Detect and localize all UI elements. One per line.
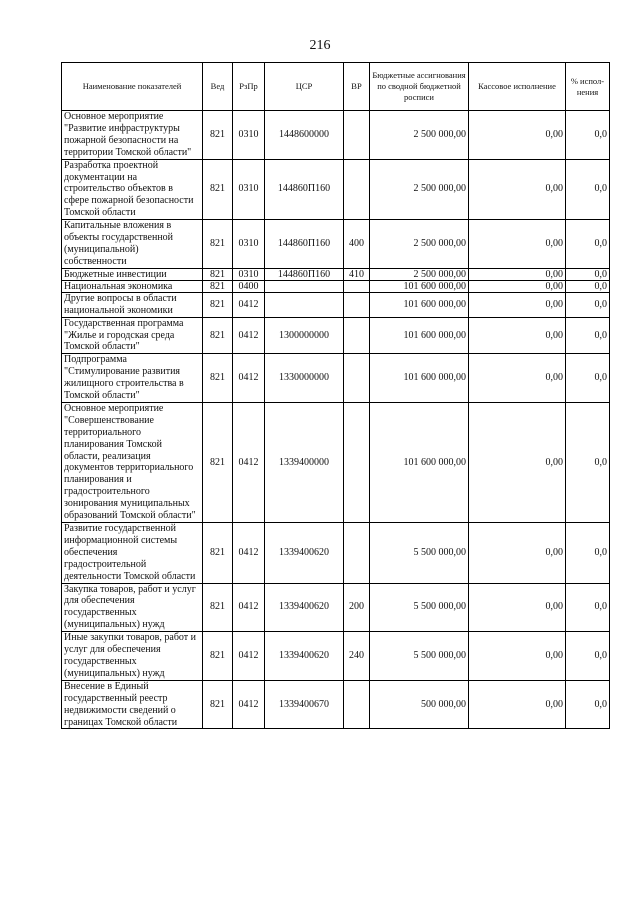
- row-cash-execution: 0,00: [469, 292, 566, 317]
- row-name: Государственная программа "Жилье и городская среда Томской области": [62, 317, 203, 354]
- row-assignments: 101 600 000,00: [370, 280, 469, 292]
- row-name: Бюджетные инвестиции: [62, 268, 203, 280]
- row-rzpr: 0412: [233, 402, 265, 522]
- row-vr: [344, 292, 370, 317]
- row-assignments: 5 500 000,00: [370, 632, 469, 681]
- row-cash-execution: 0,00: [469, 159, 566, 220]
- row-rzpr: 0412: [233, 317, 265, 354]
- row-ved: 821: [203, 523, 233, 584]
- row-cash-execution: 0,00: [469, 632, 566, 681]
- table-row: [62, 583, 610, 632]
- row-name: Другие вопросы в области национальной экономики: [62, 292, 203, 317]
- row-cash-execution: 0,00: [469, 268, 566, 280]
- table-row: [62, 402, 610, 522]
- row-name: Развитие государственной информационной системы обеспечения градостроительной деятельности Томской области: [62, 523, 203, 584]
- row-ved: 821: [203, 632, 233, 681]
- table-row: [62, 680, 610, 729]
- row-assignments: 5 500 000,00: [370, 583, 469, 632]
- row-execution-percent: 0,0: [566, 111, 610, 160]
- row-vr: 200: [344, 583, 370, 632]
- row-cash-execution: 0,00: [469, 680, 566, 729]
- row-csr: 144860П160: [265, 268, 344, 280]
- row-vr: 400: [344, 220, 370, 269]
- row-cash-execution: 0,00: [469, 402, 566, 522]
- row-ved: 821: [203, 317, 233, 354]
- row-execution-percent: 0,0: [566, 680, 610, 729]
- table-row: [62, 292, 610, 317]
- header-name: Наименование показателей: [62, 63, 203, 111]
- row-ved: 821: [203, 292, 233, 317]
- row-execution-percent: 0,0: [566, 292, 610, 317]
- header-cash-execution: Кассовое исполнение: [469, 63, 566, 111]
- row-assignments: 2 500 000,00: [370, 111, 469, 160]
- table-row: [62, 220, 610, 269]
- row-csr: 1339400620: [265, 632, 344, 681]
- row-execution-percent: 0,0: [566, 220, 610, 269]
- row-ved: 821: [203, 402, 233, 522]
- row-rzpr: 0412: [233, 632, 265, 681]
- row-execution-percent: 0,0: [566, 523, 610, 584]
- row-assignments: 101 600 000,00: [370, 354, 469, 403]
- row-assignments: 500 000,00: [370, 680, 469, 729]
- row-cash-execution: 0,00: [469, 111, 566, 160]
- row-assignments: 2 500 000,00: [370, 268, 469, 280]
- row-ved: 821: [203, 268, 233, 280]
- row-ved: 821: [203, 111, 233, 160]
- header-vr: ВР: [344, 63, 370, 111]
- row-vr: [344, 111, 370, 160]
- row-cash-execution: 0,00: [469, 280, 566, 292]
- table-row: [62, 632, 610, 681]
- row-assignments: 2 500 000,00: [370, 220, 469, 269]
- row-rzpr: 0412: [233, 680, 265, 729]
- row-assignments: 101 600 000,00: [370, 402, 469, 522]
- table-row: [62, 523, 610, 584]
- header-execution-percent: % испол-нения: [566, 63, 610, 111]
- row-cash-execution: 0,00: [469, 354, 566, 403]
- row-vr: [344, 354, 370, 403]
- row-name: Капитальные вложения в объекты государственной (муниципальной) собственности: [62, 220, 203, 269]
- row-execution-percent: 0,0: [566, 402, 610, 522]
- row-execution-percent: 0,0: [566, 159, 610, 220]
- row-rzpr: 0310: [233, 111, 265, 160]
- table-header-row: [62, 63, 610, 111]
- page-number: 216: [309, 38, 331, 53]
- header-ved: Вед: [203, 63, 233, 111]
- row-execution-percent: 0,0: [566, 280, 610, 292]
- row-assignments: 101 600 000,00: [370, 317, 469, 354]
- row-csr: 144860П160: [265, 220, 344, 269]
- table-row: [62, 111, 610, 160]
- table-row: [62, 317, 610, 354]
- row-csr: 1339400620: [265, 523, 344, 584]
- row-csr: 1300000000: [265, 317, 344, 354]
- row-name: Разработка проектной документации на строительство объектов в сфере пожарной безопасности Томской области: [62, 159, 203, 220]
- table-row: [62, 354, 610, 403]
- row-vr: [344, 402, 370, 522]
- row-name: Основное мероприятие "Совершенствование территориального планирования Томской области, реализация документов территориального планирования и градостроительного зонирования муниципальных образований Томской области": [62, 402, 203, 522]
- row-cash-execution: 0,00: [469, 317, 566, 354]
- row-rzpr: 0310: [233, 159, 265, 220]
- row-rzpr: 0310: [233, 268, 265, 280]
- row-cash-execution: 0,00: [469, 523, 566, 584]
- row-rzpr: 0310: [233, 220, 265, 269]
- table-row: [62, 268, 610, 280]
- header-rzpr: РзПр: [233, 63, 265, 111]
- row-csr: [265, 280, 344, 292]
- row-cash-execution: 0,00: [469, 583, 566, 632]
- row-csr: 1448600000: [265, 111, 344, 160]
- row-name: Иные закупки товаров, работ и услуг для обеспечения государственных (муниципальных) нужд: [62, 632, 203, 681]
- row-csr: 1339400670: [265, 680, 344, 729]
- row-ved: 821: [203, 220, 233, 269]
- row-name: Национальная экономика: [62, 280, 203, 292]
- row-vr: [344, 523, 370, 584]
- row-ved: 821: [203, 680, 233, 729]
- row-execution-percent: 0,0: [566, 583, 610, 632]
- row-rzpr: 0412: [233, 292, 265, 317]
- row-ved: 821: [203, 354, 233, 403]
- row-name: Основное мероприятие "Развитие инфраструктуры пожарной безопасности на территории Томской области": [62, 111, 203, 160]
- header-csr: ЦСР: [265, 63, 344, 111]
- row-execution-percent: 0,0: [566, 268, 610, 280]
- row-name: Закупка товаров, работ и услуг для обеспечения государственных (муниципальных) нужд: [62, 583, 203, 632]
- row-rzpr: 0412: [233, 583, 265, 632]
- row-cash-execution: 0,00: [469, 220, 566, 269]
- row-execution-percent: 0,0: [566, 632, 610, 681]
- row-csr: 1339400620: [265, 583, 344, 632]
- table-row: [62, 280, 610, 292]
- row-vr: [344, 159, 370, 220]
- row-execution-percent: 0,0: [566, 354, 610, 403]
- row-execution-percent: 0,0: [566, 317, 610, 354]
- row-rzpr: 0412: [233, 354, 265, 403]
- row-vr: 240: [344, 632, 370, 681]
- row-rzpr: 0412: [233, 523, 265, 584]
- row-csr: 1330000000: [265, 354, 344, 403]
- row-csr: 144860П160: [265, 159, 344, 220]
- row-ved: 821: [203, 280, 233, 292]
- row-vr: 410: [344, 268, 370, 280]
- row-assignments: 101 600 000,00: [370, 292, 469, 317]
- row-name: Внесение в Единый государственный реестр недвижимости сведений о границах Томской области: [62, 680, 203, 729]
- row-name: Подпрограмма "Стимулирование развития жилищного строительства в Томской области": [62, 354, 203, 403]
- budget-execution-table: [61, 62, 610, 729]
- row-assignments: 2 500 000,00: [370, 159, 469, 220]
- header-assignments: Бюджетные ассигнования по сводной бюджетной росписи: [370, 63, 469, 111]
- row-vr: [344, 317, 370, 354]
- row-vr: [344, 280, 370, 292]
- row-ved: 821: [203, 583, 233, 632]
- row-assignments: 5 500 000,00: [370, 523, 469, 584]
- row-rzpr: 0400: [233, 280, 265, 292]
- table-row: [62, 159, 610, 220]
- row-ved: 821: [203, 159, 233, 220]
- row-csr: 1339400000: [265, 402, 344, 522]
- row-csr: [265, 292, 344, 317]
- row-vr: [344, 680, 370, 729]
